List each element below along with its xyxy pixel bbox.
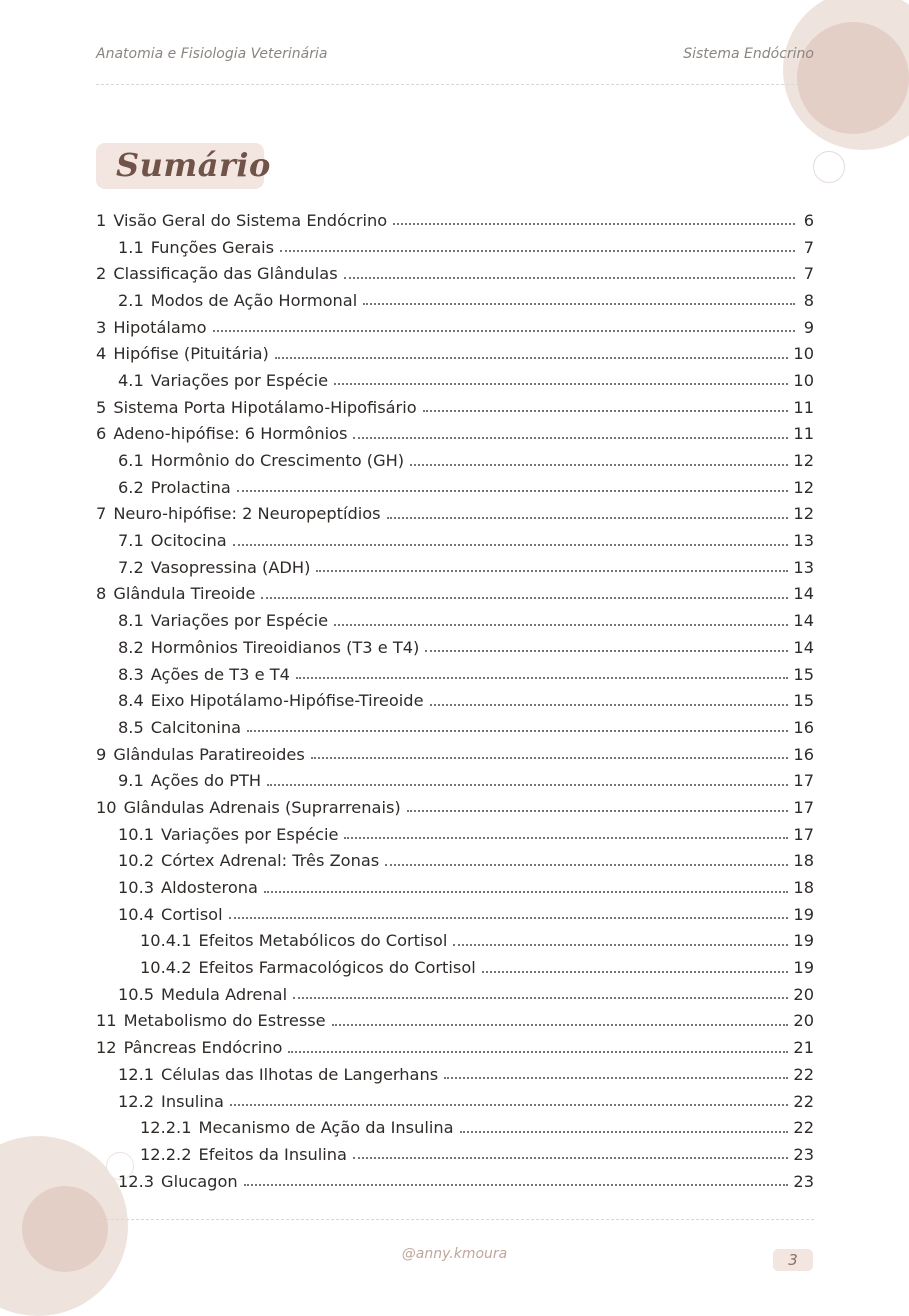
toc-entry-label: Insulina: [161, 1091, 224, 1111]
toc-dot-leader: [334, 383, 788, 385]
toc-entry-number: 6: [96, 424, 107, 444]
toc-dot-leader: [425, 650, 788, 652]
toc-entry-number: 12.2: [118, 1091, 155, 1111]
toc-dot-leader: [344, 837, 788, 839]
toc-dot-leader: [407, 810, 789, 812]
toc-dot-leader: [244, 1184, 789, 1186]
toc-entry-number: 2: [96, 264, 107, 284]
decorative-circle-top-right-inner: [797, 22, 909, 134]
toc-dot-leader: [482, 971, 789, 973]
toc-dot-leader: [229, 917, 789, 919]
toc-entry-number: 7: [96, 504, 107, 524]
toc-dot-leader: [423, 410, 789, 412]
toc-entry-label: Glândula Tireoide: [113, 584, 256, 604]
toc-entry[interactable]: [96, 741, 814, 768]
toc-entry-label: Eixo Hipotálamo-Hipófise-Tireoide: [150, 691, 424, 711]
toc-entry-label: Efeitos Farmacológicos do Cortisol: [198, 958, 476, 978]
toc-entry-number: 9: [96, 744, 107, 764]
toc-dot-leader: [311, 757, 789, 759]
header-divider: [96, 84, 814, 85]
toc-entry-page: 23: [793, 1171, 814, 1191]
toc-entry-label: Prolactina: [150, 477, 231, 497]
toc-entry[interactable]: [96, 848, 814, 875]
toc-entry-label: Córtex Adrenal: Três Zonas: [161, 851, 380, 871]
page-number: 3: [788, 1251, 798, 1269]
toc-entry-number: 12.2.1: [140, 1118, 192, 1138]
toc-entry-label: Variações por Espécie: [161, 824, 339, 844]
toc-entry-page: 10: [793, 370, 814, 390]
toc-entry[interactable]: [96, 607, 814, 634]
toc-entry-label: Cortisol: [161, 904, 223, 924]
toc-entry-page: 8: [803, 290, 814, 310]
toc-entry[interactable]: [96, 767, 814, 794]
toc-entry-page: 12: [793, 477, 814, 497]
toc-entry[interactable]: [96, 367, 814, 394]
title-highlight: [96, 143, 271, 189]
toc-entry-number: 9.1: [118, 771, 144, 791]
footer-handle: @anny.kmoura: [401, 1246, 508, 1262]
toc-entry-page: 17: [793, 824, 814, 844]
toc-entry[interactable]: [96, 687, 814, 714]
toc-entry-label: Modos de Ação Hormonal: [150, 290, 358, 310]
toc-entry-page: 22: [793, 1091, 814, 1111]
toc-entry[interactable]: [96, 794, 814, 821]
toc-dot-leader: [267, 784, 788, 786]
toc-entry-number: 6.2: [118, 477, 144, 497]
toc-entry-page: 16: [793, 717, 814, 737]
toc-dot-leader: [288, 1051, 788, 1053]
toc-entry-label: Hormônios Tireoidianos (T3 e T4): [150, 637, 420, 657]
toc-entry-label: Adeno-hipófise: 6 Hormônios: [113, 424, 348, 444]
toc-entry-number: 7.2: [118, 557, 144, 577]
toc-entry[interactable]: [96, 394, 814, 421]
toc-entry[interactable]: [96, 340, 814, 367]
toc-entry-page: 12: [793, 504, 814, 524]
toc-dot-leader: [344, 277, 795, 279]
toc-entry[interactable]: [96, 1008, 814, 1035]
toc-entry-number: 10.4.1: [140, 931, 192, 951]
toc-dot-leader: [453, 944, 788, 946]
toc-dot-leader: [293, 997, 788, 999]
toc-entry-number: 11: [96, 1011, 117, 1031]
toc-entry[interactable]: [96, 501, 814, 528]
toc-entry-page: 18: [793, 851, 814, 871]
toc-entry-label: Glucagon: [161, 1171, 238, 1191]
toc-entry-label: Ações do PTH: [150, 771, 262, 791]
toc-entry-label: Hormônio do Crescimento (GH): [150, 451, 405, 471]
toc-entry[interactable]: [96, 527, 814, 554]
page-number-badge: [773, 1249, 813, 1271]
toc-entry-number: 12.3: [118, 1171, 155, 1191]
toc-entry-page: 13: [793, 557, 814, 577]
toc-entry-number: 12.2.2: [140, 1144, 192, 1164]
toc-entry-page: 20: [793, 984, 814, 1004]
toc-entry[interactable]: [96, 928, 814, 955]
toc-dot-leader: [230, 1104, 788, 1106]
toc-entry-number: 10.2: [118, 851, 155, 871]
toc-entry-label: Vasopressina (ADH): [150, 557, 311, 577]
toc-dot-leader: [385, 864, 788, 866]
toc-entry-number: 4.1: [118, 370, 144, 390]
toc-entry[interactable]: [96, 207, 814, 234]
toc-entry-label: Efeitos Metabólicos do Cortisol: [198, 931, 448, 951]
toc-dot-leader: [353, 1157, 788, 1159]
toc-entry-page: 6: [803, 210, 814, 230]
toc-entry-label: Aldosterona: [161, 878, 258, 898]
toc-entry-number: 8.4: [118, 691, 144, 711]
toc-entry-number: 10.1: [118, 824, 155, 844]
toc-entry-page: 14: [793, 611, 814, 631]
toc-entry-label: Sistema Porta Hipotálamo-Hipofisário: [113, 397, 417, 417]
toc-entry-number: 8.5: [118, 717, 144, 737]
footer-divider: [96, 1219, 814, 1220]
toc-entry-page: 7: [803, 237, 814, 257]
toc-entry-number: 10.5: [118, 984, 155, 1004]
toc-entry-page: 22: [793, 1064, 814, 1084]
toc-entry-page: 15: [793, 664, 814, 684]
toc-entry[interactable]: [96, 981, 814, 1008]
toc-dot-leader: [460, 1131, 789, 1133]
toc-entry-label: Medula Adrenal: [161, 984, 288, 1004]
toc-dot-leader: [363, 303, 795, 305]
toc-entry[interactable]: [96, 421, 814, 448]
toc-entry-number: 1.1: [118, 237, 144, 257]
toc-entry[interactable]: [96, 1034, 814, 1061]
toc-entry[interactable]: [96, 821, 814, 848]
toc-entry[interactable]: [96, 474, 814, 501]
toc-entry[interactable]: [96, 1114, 814, 1141]
toc-entry-number: 8: [96, 584, 107, 604]
toc-dot-leader: [264, 891, 788, 893]
toc-entry-page: 11: [793, 397, 814, 417]
toc-entry-number: 3: [96, 317, 107, 337]
toc-entry-page: 17: [793, 771, 814, 791]
toc-entry[interactable]: [96, 874, 814, 901]
toc-entry[interactable]: [96, 901, 814, 928]
toc-entry-page: 18: [793, 878, 814, 898]
toc-entry-label: Ocitocina: [150, 531, 227, 551]
toc-dot-leader: [387, 517, 789, 519]
header-chapter-title: Sistema Endócrino: [683, 46, 814, 62]
decorative-small-circle-top: [813, 151, 845, 183]
toc-entry-number: 4: [96, 344, 107, 364]
toc-entry[interactable]: [96, 554, 814, 581]
page-title: Sumário: [116, 146, 271, 184]
toc-entry-page: 14: [793, 637, 814, 657]
toc-entry-number: 10: [96, 797, 117, 817]
toc-entry[interactable]: [96, 581, 814, 608]
toc-entry-label: Variações por Espécie: [150, 370, 329, 390]
toc-entry[interactable]: [96, 954, 814, 981]
toc-entry-number: 12.1: [118, 1064, 155, 1084]
toc-entry-page: 15: [793, 691, 814, 711]
toc-entry[interactable]: [96, 260, 814, 287]
toc-entry-number: 1: [96, 210, 107, 230]
toc-dot-leader: [275, 357, 789, 359]
toc-entry-page: 14: [793, 584, 814, 604]
toc-dot-leader: [280, 250, 795, 252]
toc-entry-number: 8.3: [118, 664, 144, 684]
toc-entry-number: 8.2: [118, 637, 144, 657]
toc-entry[interactable]: [96, 314, 814, 341]
toc-entry-label: Pâncreas Endócrino: [123, 1038, 283, 1058]
toc-entry[interactable]: [96, 234, 814, 261]
toc-entry-label: Glândulas Paratireoides: [113, 744, 305, 764]
toc-entry-number: 12: [96, 1038, 117, 1058]
toc-entry-number: 10.4: [118, 904, 155, 924]
toc-entry[interactable]: [96, 1088, 814, 1115]
toc-entry-number: 2.1: [118, 290, 144, 310]
toc-entry[interactable]: [96, 661, 814, 688]
toc-dot-leader: [316, 570, 788, 572]
toc-entry[interactable]: [96, 1061, 814, 1088]
toc-entry[interactable]: [96, 447, 814, 474]
toc-entry[interactable]: [96, 1168, 814, 1195]
toc-dot-leader: [237, 490, 789, 492]
toc-entry[interactable]: [96, 634, 814, 661]
toc-entry-label: Glândulas Adrenais (Suprarrenais): [123, 797, 401, 817]
toc-entry-label: Células das Ilhotas de Langerhans: [161, 1064, 439, 1084]
toc-dot-leader: [247, 730, 788, 732]
toc-entry-label: Mecanismo de Ação da Insulina: [198, 1118, 454, 1138]
toc-entry[interactable]: [96, 1141, 814, 1168]
toc-entry-label: Neuro-hipófise: 2 Neuropeptídios: [113, 504, 381, 524]
toc-entry-number: 10.4.2: [140, 958, 192, 978]
toc-entry-page: 19: [793, 931, 814, 951]
toc-entry-label: Variações por Espécie: [150, 611, 329, 631]
toc-entry-page: 21: [793, 1038, 814, 1058]
header-book-title: Anatomia e Fisiologia Veterinária: [96, 46, 328, 62]
toc-dot-leader: [332, 1024, 789, 1026]
toc-dot-leader: [334, 624, 788, 626]
toc-dot-leader: [213, 330, 795, 332]
toc-entry-page: 23: [793, 1144, 814, 1164]
toc-dot-leader: [296, 677, 789, 679]
toc-dot-leader: [261, 597, 788, 599]
toc-dot-leader: [393, 223, 795, 225]
toc-entry[interactable]: [96, 287, 814, 314]
toc-entry-number: 5: [96, 397, 107, 417]
toc-entry-page: 12: [793, 451, 814, 471]
toc-entry-page: 16: [793, 744, 814, 764]
toc-entry-page: 7: [803, 264, 814, 284]
toc-dot-leader: [233, 544, 789, 546]
toc-entry-label: Hipófise (Pituitária): [113, 344, 269, 364]
toc-entry-page: 19: [793, 958, 814, 978]
toc-dot-leader: [410, 464, 788, 466]
table-of-contents: [96, 207, 814, 1194]
toc-dot-leader: [430, 704, 789, 706]
toc-entry-label: Hipotálamo: [113, 317, 207, 337]
toc-entry-number: 8.1: [118, 611, 144, 631]
toc-entry-page: 13: [793, 531, 814, 551]
toc-entry-page: 20: [793, 1011, 814, 1031]
toc-entry-number: 10.3: [118, 878, 155, 898]
toc-entry-label: Calcitonina: [150, 717, 242, 737]
toc-entry-label: Ações de T3 e T4: [150, 664, 290, 684]
toc-entry-page: 10: [793, 344, 814, 364]
toc-entry-label: Efeitos da Insulina: [198, 1144, 347, 1164]
toc-entry-page: 22: [793, 1118, 814, 1138]
toc-entry-label: Metabolismo do Estresse: [123, 1011, 326, 1031]
toc-entry-number: 7.1: [118, 531, 144, 551]
toc-entry-label: Visão Geral do Sistema Endócrino: [113, 210, 388, 230]
toc-entry[interactable]: [96, 714, 814, 741]
toc-entry-label: Classificação das Glândulas: [113, 264, 338, 284]
toc-entry-page: 17: [793, 797, 814, 817]
toc-dot-leader: [353, 437, 788, 439]
toc-dot-leader: [444, 1077, 788, 1079]
toc-entry-page: 9: [803, 317, 814, 337]
toc-entry-number: 6.1: [118, 451, 144, 471]
toc-entry-label: Funções Gerais: [150, 237, 275, 257]
toc-entry-page: 19: [793, 904, 814, 924]
toc-entry-page: 11: [793, 424, 814, 444]
